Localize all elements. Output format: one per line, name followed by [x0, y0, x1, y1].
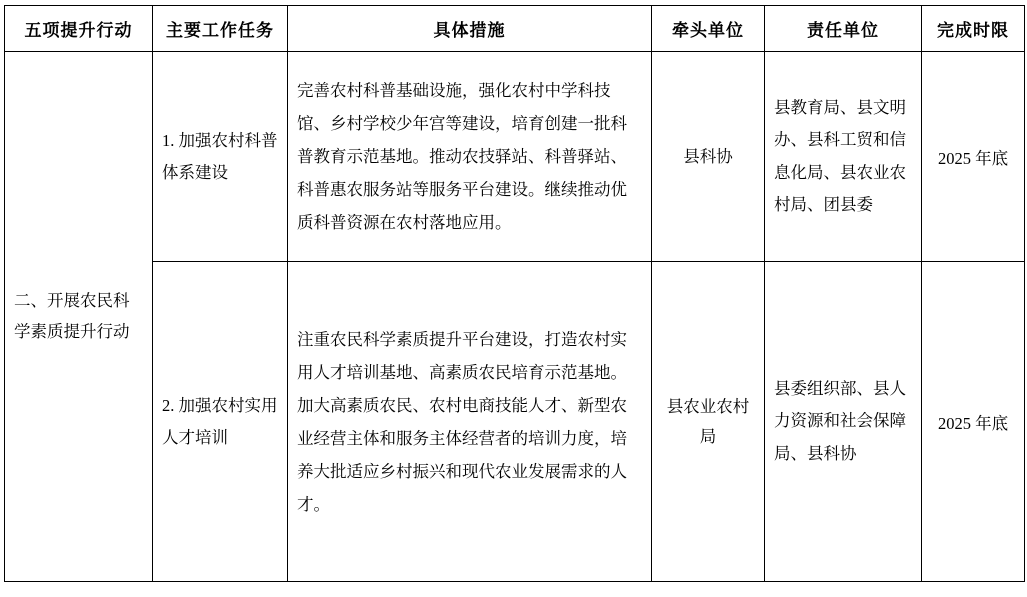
action-plan-table [4, 5, 1025, 582]
header-responsible-unit: 责任单位 [765, 6, 922, 52]
document-page [0, 5, 1027, 597]
header-deadline: 完成时限 [922, 6, 1025, 52]
table-body [5, 52, 1025, 582]
deadline-cell: 2025 年底 [922, 52, 1025, 262]
measure-cell: 完善农村科普基础设施，强化农村中学科技馆、乡村学校少年宫等建设，培育创建一批科普教育示范基地。推动农技驿站、科普驿站、科普惠农服务站等服务平台建设。继续推动优质科普资源在农村落地应用。 [288, 52, 652, 262]
header-row [5, 6, 1025, 52]
measure-cell: 注重农民科学素质提升平台建设，打造农村实用人才培训基地、高素质农民培育示范基地。加大高素质农民、农村电商技能人才、新型农业经营主体和服务主体经营者的培训力度，培养大批适应乡村振兴和现代农业发展需求的人才。 [288, 262, 652, 582]
task-cell: 2. 加强农村实用人才培训 [153, 262, 288, 582]
table-row [5, 52, 1025, 262]
responsible-unit-cell: 县委组织部、县人力资源和社会保障局、县科协 [765, 262, 922, 582]
header-measure: 具体措施 [288, 6, 652, 52]
table-header [5, 6, 1025, 52]
lead-unit-cell: 县科协 [652, 52, 765, 262]
table-row [5, 262, 1025, 582]
deadline-cell: 2025 年底 [922, 262, 1025, 582]
header-lead-unit: 牵头单位 [652, 6, 765, 52]
action-group-cell: 二、开展农民科学素质提升行动 [5, 52, 153, 582]
lead-unit-cell: 县农业农村局 [652, 262, 765, 582]
header-task: 主要工作任务 [153, 6, 288, 52]
header-action: 五项提升行动 [5, 6, 153, 52]
task-cell: 1. 加强农村科普体系建设 [153, 52, 288, 262]
responsible-unit-cell: 县教育局、县文明办、县科工贸和信息化局、县农业农村局、团县委 [765, 52, 922, 262]
